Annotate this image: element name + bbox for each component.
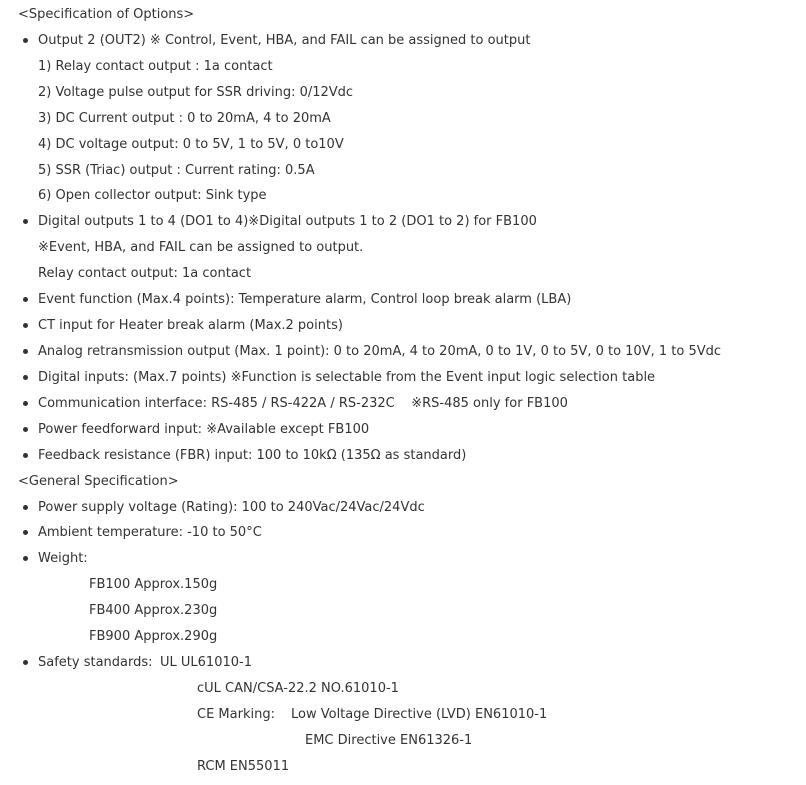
safety-lvd: Low Voltage Directive (LVD) EN61010-1	[291, 707, 548, 722]
event-function-item: Event function (Max.4 points): Temperature alarm, Control loop break alarm (LBA)	[38, 292, 572, 307]
safety-standards-label: Safety standards:	[38, 655, 153, 670]
power-supply-item: Power supply voltage (Rating): 100 to 240Vac/24Vac/24Vdc	[38, 500, 425, 515]
bullet-icon	[23, 453, 28, 458]
bullet-icon	[23, 323, 28, 328]
bullet-icon	[23, 297, 28, 302]
safety-ce-label: CE Marking:	[197, 707, 275, 722]
safety-cul: cUL CAN/CSA-22.2 NO.61010-1	[197, 681, 399, 696]
weight-fb900: FB900 Approx.290g	[89, 629, 218, 644]
digital-outputs-relay: Relay contact output: 1a contact	[38, 266, 252, 281]
out2-sub-6: 6) Open collector output: Sink type	[38, 188, 267, 203]
digital-outputs-item: Digital outputs 1 to 4 (DO1 to 4)※Digital outputs 1 to 2 (DO1 to 2) for FB100	[38, 214, 537, 229]
bullet-icon	[23, 375, 28, 380]
bullet-icon	[23, 427, 28, 432]
out2-sub-3: 3) DC Current output : 0 to 20mA, 4 to 20mA	[38, 111, 331, 126]
out2-sub-4: 4) DC voltage output: 0 to 5V, 1 to 5V, 0 to10V	[38, 137, 344, 152]
safety-emc: EMC Directive EN61326-1	[305, 733, 473, 748]
ambient-temperature-item: Ambient temperature: -10 to 50°C	[38, 525, 262, 540]
ct-input-item: CT input for Heater break alarm (Max.2 points)	[38, 318, 343, 333]
safety-rcm: RCM EN55011	[197, 759, 290, 774]
bullet-icon	[23, 660, 28, 665]
out2-sub-1: 1) Relay contact output : 1a contact	[38, 59, 273, 74]
weight-label: Weight:	[38, 551, 88, 566]
digital-outputs-note: ※Event, HBA, and FAIL can be assigned to output.	[38, 240, 364, 255]
power-feedforward-item: Power feedforward input: ※Available except FB100	[38, 422, 370, 437]
safety-ul: UL UL61010-1	[160, 655, 252, 670]
general-heading: <General Specification>	[18, 474, 179, 489]
digital-inputs-item: Digital inputs: (Max.7 points) ※Function is selectable from the Event input logic selection table	[38, 370, 656, 385]
bullet-icon	[23, 38, 28, 43]
options-heading: <Specification of Options>	[18, 7, 195, 22]
analog-retransmission-item: Analog retransmission output (Max. 1 point): 0 to 20mA, 4 to 20mA, 0 to 1V, 0 to 5V, 0 to 10V, 1 to 5Vdc	[38, 344, 722, 359]
out2-sub-5: 5) SSR (Triac) output : Current rating: 0.5A	[38, 163, 315, 178]
bullet-icon	[23, 219, 28, 224]
bullet-icon	[23, 556, 28, 561]
bullet-icon	[23, 530, 28, 535]
weight-fb400: FB400 Approx.230g	[89, 603, 218, 618]
bullet-icon	[23, 349, 28, 354]
out2-sub-2: 2) Voltage pulse output for SSR driving: 0/12Vdc	[38, 85, 354, 100]
out2-item: Output 2 (OUT2) ※ Control, Event, HBA, and FAIL can be assigned to output	[38, 33, 531, 48]
communication-item: Communication interface: RS-485 / RS-422A / RS-232C ※RS-485 only for FB100	[38, 396, 568, 411]
feedback-resistance-item: Feedback resistance (FBR) input: 100 to 10kΩ (135Ω as standard)	[38, 448, 467, 463]
bullet-icon	[23, 505, 28, 510]
bullet-icon	[23, 401, 28, 406]
weight-fb100: FB100 Approx.150g	[89, 577, 218, 592]
